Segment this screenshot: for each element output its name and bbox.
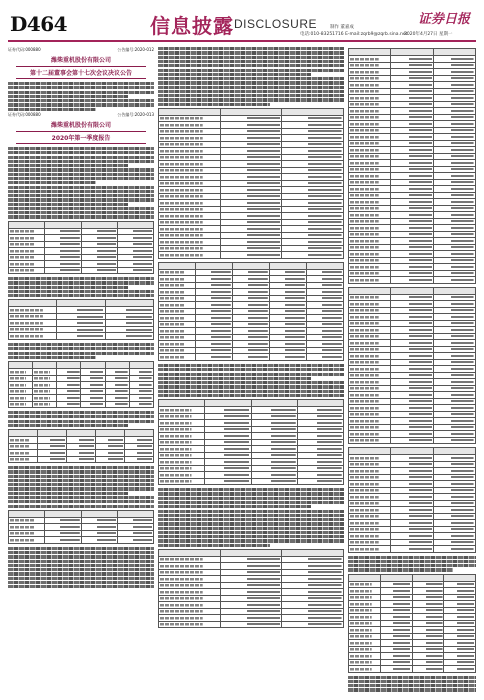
contact-line: 电话:010-83251716 E-mail:zqrb9@zqrb.sina.net bbox=[300, 32, 408, 37]
notice-title: 2020年第一季度报告 bbox=[16, 131, 146, 144]
notice-body bbox=[8, 82, 154, 111]
notice-header-report bbox=[8, 112, 154, 144]
changes-table bbox=[8, 510, 154, 544]
notice-title: 第十二届董事会第十七次会议决议公告 bbox=[16, 66, 146, 79]
section-title: 信息披露 bbox=[150, 14, 234, 38]
income-statement-table bbox=[158, 262, 344, 361]
column-middle bbox=[158, 46, 344, 692]
masthead bbox=[0, 0, 484, 42]
newspaper-logo: 证券日报 bbox=[418, 12, 471, 27]
company-name: 潍柴重机股份有限公司 bbox=[50, 57, 111, 64]
parent-balance-table bbox=[158, 549, 344, 629]
notice-number: 公告编号:2020-013 bbox=[117, 111, 154, 117]
parent-income-table bbox=[348, 287, 476, 445]
report-body bbox=[8, 147, 154, 219]
stock-code: 证券代码:000880 bbox=[8, 111, 41, 117]
column-right bbox=[348, 46, 476, 692]
shareholder-table bbox=[8, 361, 154, 408]
non-recurring-table bbox=[8, 299, 154, 340]
financial-table bbox=[8, 221, 154, 275]
adjustment-table bbox=[348, 574, 476, 673]
section-title-en: DISCLOSURE bbox=[234, 17, 318, 31]
editor-credits: 制作 董嘉成 bbox=[330, 25, 354, 30]
notice-header-board bbox=[8, 47, 154, 79]
issue-date: 2020年4月27日 星期一 bbox=[404, 32, 453, 37]
stock-code: 证券代码:000880 bbox=[8, 47, 41, 52]
balance-sheet-table bbox=[158, 108, 344, 259]
cashflow-table bbox=[158, 399, 344, 485]
company-name: 潍柴重机股份有限公司 bbox=[50, 121, 111, 129]
parent-cashflow-table bbox=[348, 447, 476, 553]
column-left bbox=[8, 46, 154, 692]
notice-number: 公告编号:2020-012 bbox=[117, 47, 154, 52]
page-number: D464 bbox=[10, 12, 68, 36]
equity-table bbox=[348, 48, 476, 284]
top-holders-table bbox=[8, 429, 154, 463]
header-rule bbox=[8, 40, 476, 42]
